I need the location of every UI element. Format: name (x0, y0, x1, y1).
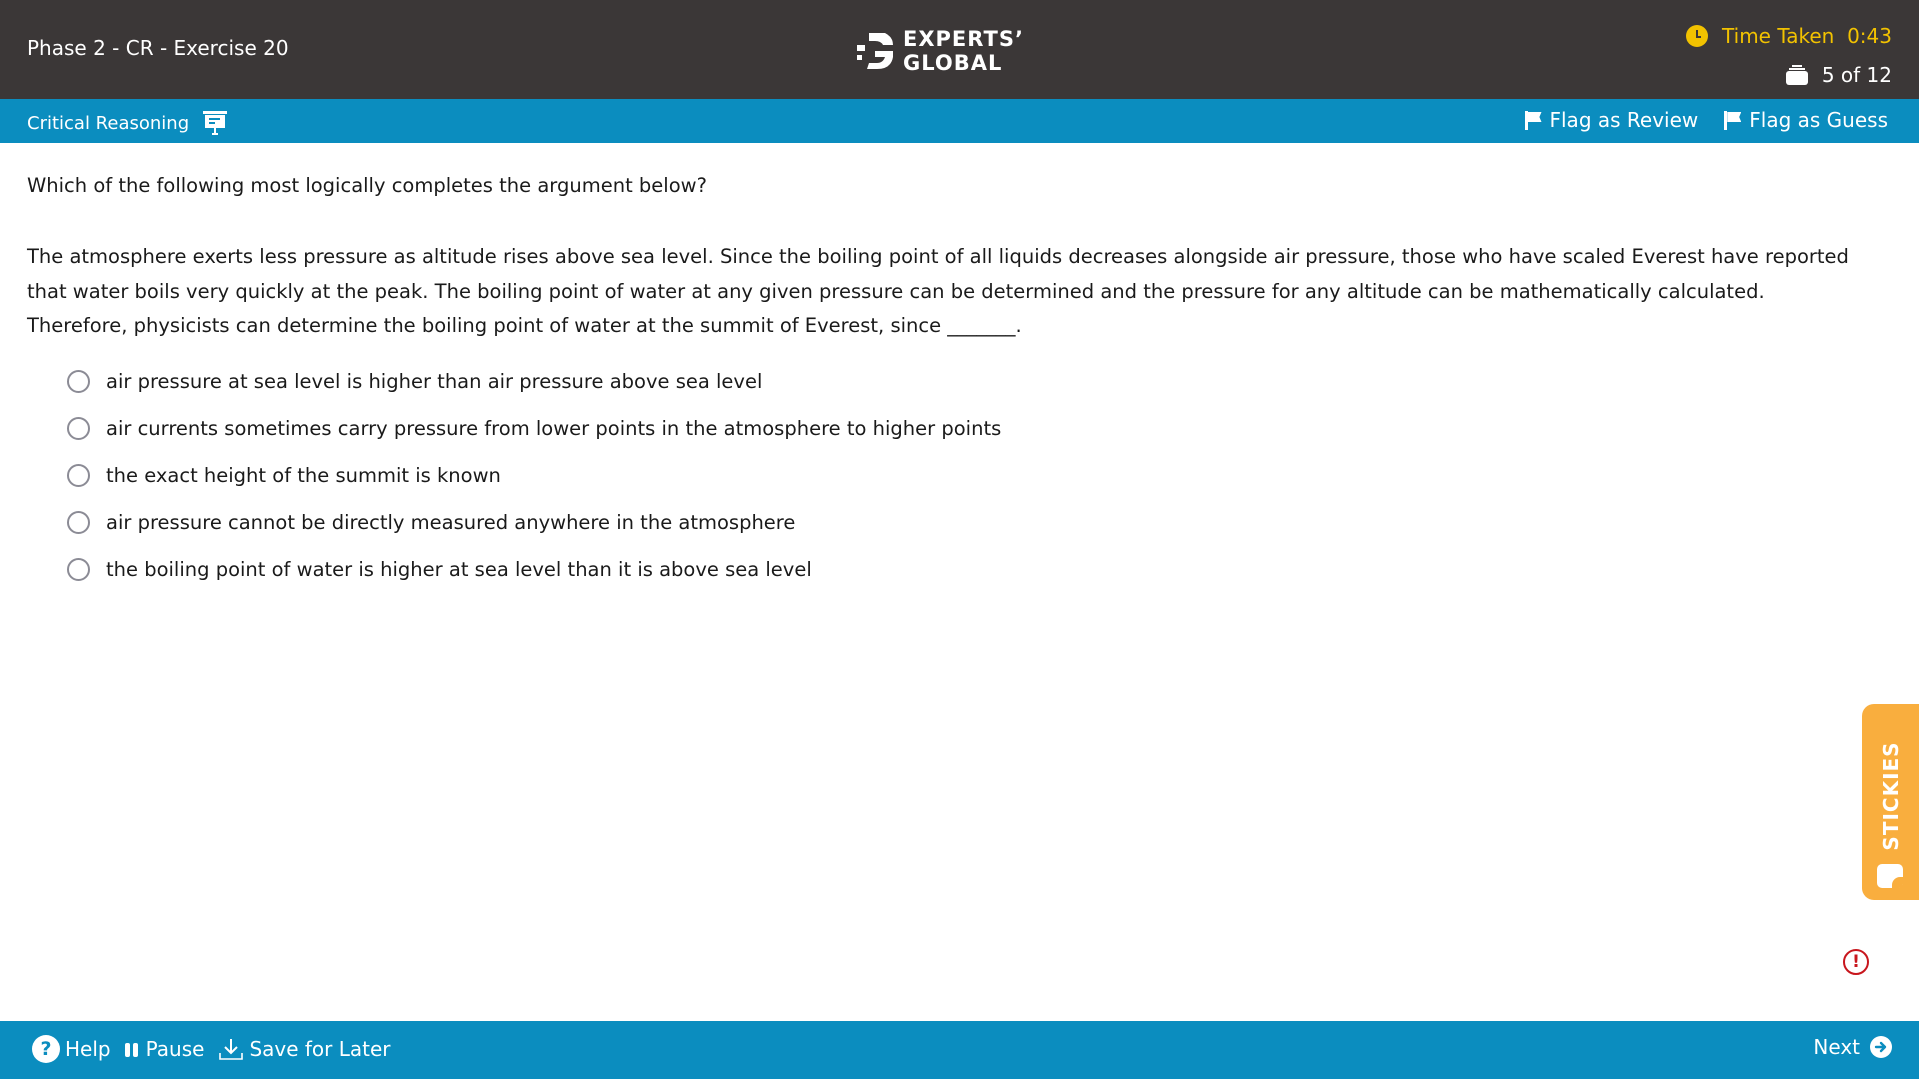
flag-as-review-button[interactable] (1525, 108, 1699, 132)
save-for-later-label: Save for Later (249, 1037, 391, 1061)
question-prompt: Which of the following most logically completes the argument below? (27, 174, 707, 197)
radio-button[interactable] (67, 417, 90, 440)
pause-label: Pause (145, 1037, 205, 1061)
exercise-title: Phase 2 - CR - Exercise 20 (27, 36, 289, 60)
logo-text (903, 27, 1024, 75)
flag-controls (1525, 108, 1889, 132)
radio-button[interactable] (67, 511, 90, 534)
stickies-tab[interactable] (1862, 704, 1919, 900)
answer-option-c[interactable] (27, 452, 1857, 499)
help-label: Help (65, 1037, 111, 1061)
flag-icon (1525, 110, 1542, 130)
clock-icon (1686, 25, 1708, 47)
section-label: Critical Reasoning (27, 112, 190, 134)
option-label: air pressure at sea level is higher than air pressure above sea level (106, 369, 763, 393)
section-name (27, 110, 227, 136)
flag-icon (1724, 110, 1741, 130)
pause-icon (125, 1041, 139, 1057)
logo-line-1: EXPERTS’ (903, 27, 1024, 51)
sticky-note-icon (1877, 864, 1903, 888)
stickies-label: STICKIES (1878, 741, 1903, 851)
help-button[interactable] (32, 1035, 111, 1063)
time-taken-value: 0:43 (1847, 24, 1892, 48)
pause-button[interactable] (125, 1037, 205, 1061)
logo-g-icon (855, 29, 895, 73)
option-label: air currents sometimes carry pressure from lower points in the atmosphere to higher points (106, 416, 1002, 440)
time-taken-label: Time Taken (1722, 24, 1835, 48)
option-label: air pressure cannot be directly measured anywhere in the atmosphere (106, 510, 796, 534)
section-bar (0, 99, 1919, 143)
answer-options (27, 358, 1857, 593)
logo-line-2: GLOBAL (903, 51, 1003, 75)
answer-option-a[interactable] (27, 358, 1857, 405)
download-icon (218, 1037, 244, 1061)
question-area (27, 172, 1857, 593)
arrow-right-circle-icon (1870, 1036, 1892, 1058)
option-label: the exact height of the summit is known (106, 463, 501, 487)
question-stack-icon (1786, 65, 1808, 85)
bottom-toolbar (0, 1021, 1919, 1079)
help-icon: ? (32, 1035, 60, 1063)
answer-option-d[interactable] (27, 499, 1857, 546)
question-counter: 5 of 12 (1821, 63, 1892, 87)
time-taken (1686, 24, 1892, 48)
radio-button[interactable] (67, 464, 90, 487)
experts-global-logo (855, 27, 1024, 75)
answer-option-b[interactable] (27, 405, 1857, 452)
presentation-board-icon[interactable] (203, 110, 227, 136)
save-for-later-button[interactable] (218, 1037, 390, 1061)
report-error-icon[interactable]: ! (1843, 949, 1869, 975)
flag-guess-label: Flag as Guess (1749, 108, 1888, 132)
answer-option-e[interactable] (27, 546, 1857, 593)
top-header (0, 0, 1919, 99)
flag-review-label: Flag as Review (1549, 108, 1699, 132)
footer-left-controls (32, 1035, 405, 1063)
question-progress (1786, 63, 1892, 87)
question-passage: The atmosphere exerts less pressure as altitude rises above sea level. Since the boiling point of all liquids decreases alongside air pressure, those who have scaled Everest have reported that water boils very quickly at the peak. The boiling point of water at any given pressure can be determined and the pressure for any altitude can be mathematically calculated. Therefore, physicists can determine the boiling point of water at the summit of Everest, since _______. (27, 245, 1849, 337)
flag-as-guess-button[interactable] (1724, 108, 1888, 132)
next-label: Next (1813, 1035, 1860, 1059)
option-label: the boiling point of water is higher at sea level than it is above sea level (106, 557, 812, 581)
radio-button[interactable] (67, 370, 90, 393)
radio-button[interactable] (67, 558, 90, 581)
next-button[interactable] (1813, 1035, 1892, 1059)
